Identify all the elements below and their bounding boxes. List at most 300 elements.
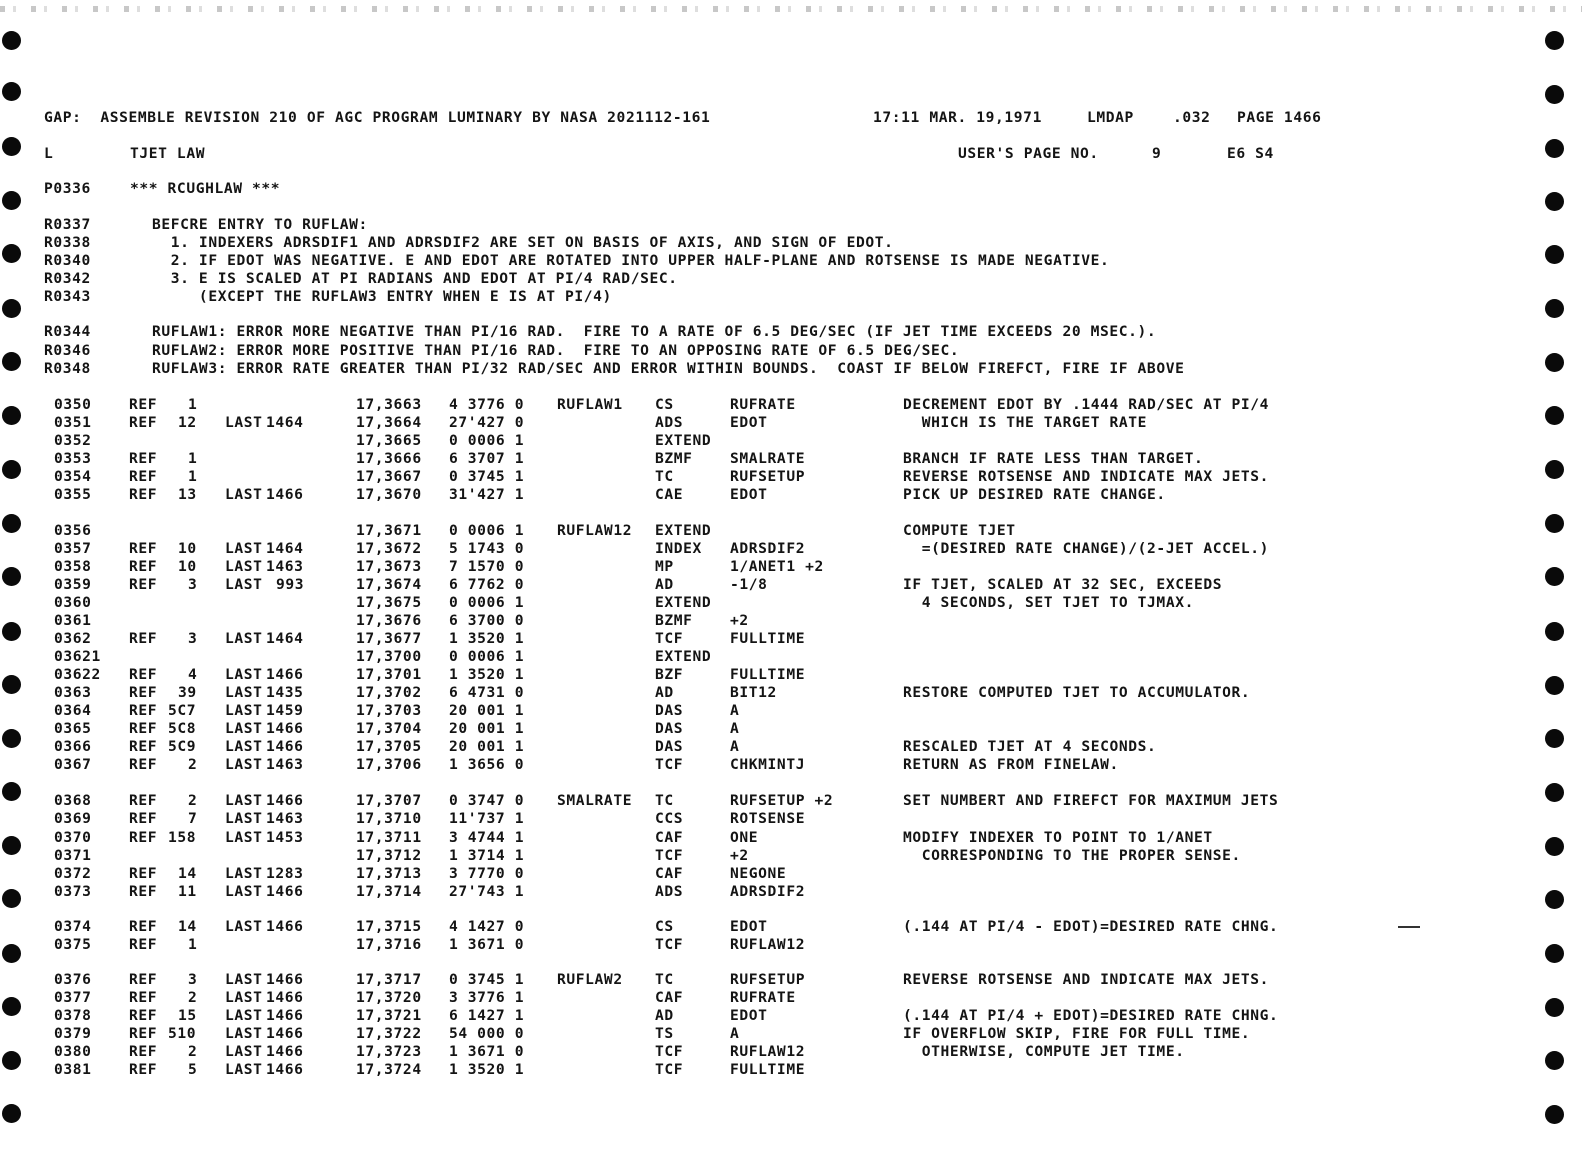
code-line <box>0 720 1540 738</box>
line-number: 0380 <box>54 1043 92 1060</box>
code-line <box>0 450 1540 468</box>
opcode: TCF <box>655 630 684 647</box>
code-line <box>0 630 1540 648</box>
last-label: LAST <box>225 1061 263 1078</box>
ref-number: 1 <box>188 450 198 467</box>
code-line <box>0 702 1540 720</box>
address: 17,3665 <box>356 432 422 449</box>
last-label: LAST <box>225 738 263 755</box>
remark-text: 3. E IS SCALED AT PI RADIANS AND EDOT AT PI/4 RAD/SEC. <box>152 270 678 287</box>
last-label: LAST <box>225 486 263 503</box>
address: 17,3706 <box>356 756 422 773</box>
line-number: 0370 <box>54 829 92 846</box>
address: 17,3723 <box>356 1043 422 1060</box>
octal-word: 1 3520 1 <box>449 666 525 683</box>
octal-word: 1 3671 0 <box>449 1043 525 1060</box>
opcode: ADS <box>655 414 684 431</box>
last-number: 1466 <box>266 486 304 503</box>
address: 17,3664 <box>356 414 422 431</box>
line-number: 0372 <box>54 865 92 882</box>
last-number: 1435 <box>266 684 304 701</box>
octal-word: 6 3707 1 <box>449 450 525 467</box>
header-section: TJET LAW <box>130 145 206 162</box>
ref-label: REF <box>129 396 158 413</box>
octal-word: 6 4731 0 <box>449 684 525 701</box>
code-line <box>0 648 1540 666</box>
opcode: DAS <box>655 738 684 755</box>
last-label: LAST <box>225 720 263 737</box>
last-number: 1466 <box>266 1025 304 1042</box>
opcode: CCS <box>655 810 684 827</box>
last-label: LAST <box>225 684 263 701</box>
ref-label: REF <box>129 720 158 737</box>
code-line <box>0 883 1540 901</box>
remark-num: R0340 <box>44 252 91 269</box>
punch-hole-right <box>1545 353 1564 372</box>
operand: ONE <box>730 829 759 846</box>
ref-label: REF <box>129 558 158 575</box>
opcode: TCF <box>655 936 684 953</box>
last-number: 1466 <box>266 1007 304 1024</box>
ref-number: 1 <box>188 936 198 953</box>
opcode: AD <box>655 684 674 701</box>
opcode: AD <box>655 1007 674 1024</box>
code-line <box>0 414 1540 432</box>
ref-number: 7 <box>188 810 198 827</box>
opcode: EXTEND <box>655 594 712 611</box>
opcode: BZMF <box>655 450 693 467</box>
ref-label: REF <box>129 971 158 988</box>
octal-word: 31'427 1 <box>449 486 525 503</box>
line-number: 0367 <box>54 756 92 773</box>
octal-word: 6 3700 0 <box>449 612 525 629</box>
comment: REVERSE ROTSENSE AND INDICATE MAX JETS. <box>903 468 1270 485</box>
ref-label: REF <box>129 414 158 431</box>
line-number: 0369 <box>54 810 92 827</box>
symbol-label: RUFLAW12 <box>557 522 633 539</box>
operand: RUFSETUP <box>730 468 806 485</box>
comment: DECREMENT EDOT BY .1444 RAD/SEC AT PI/4 <box>903 396 1270 413</box>
opcode: TC <box>655 971 674 988</box>
ref-number: 5C7 <box>168 702 197 719</box>
ref-label: REF <box>129 1061 158 1078</box>
line-number: 0353 <box>54 450 92 467</box>
ref-label: REF <box>129 666 158 683</box>
address: 17,3716 <box>356 936 422 953</box>
last-number: 1464 <box>266 630 304 647</box>
code-line <box>0 594 1540 612</box>
code-line <box>0 396 1540 414</box>
operand: EDOT <box>730 486 768 503</box>
header-code: E6 S4 <box>1227 145 1274 162</box>
line-number: 0359 <box>54 576 92 593</box>
line-number: 0355 <box>54 486 92 503</box>
address: 17,3703 <box>356 702 422 719</box>
octal-word: 27'743 1 <box>449 883 525 900</box>
last-number: 1466 <box>266 883 304 900</box>
code-line <box>0 1061 1540 1079</box>
operand: ADRSDIF2 <box>730 883 806 900</box>
ref-number: 12 <box>178 414 197 431</box>
ref-number: 3 <box>188 630 198 647</box>
ref-number: 14 <box>178 865 197 882</box>
punch-hole-left <box>2 191 21 210</box>
operand: A <box>730 738 740 755</box>
remark-text: 2. IF EDOT WAS NEGATIVE. E AND EDOT ARE ROTATED INTO UPPER HALF-PLANE AND ROTSENSE IS MADE NEGATIVE. <box>152 252 1110 269</box>
remark-num: R0343 <box>44 288 91 305</box>
punch-hole-right <box>1545 514 1564 533</box>
header-time: 17:11 MAR. 19,1971 <box>873 109 1042 126</box>
remark-num: R0348 <box>44 360 91 377</box>
ref-number: 510 <box>168 1025 197 1042</box>
ref-number: 10 <box>178 558 197 575</box>
punch-hole-right <box>1545 460 1564 479</box>
code-line <box>0 1007 1540 1025</box>
remark-text: (EXCEPT THE RUFLAW3 ENTRY WHEN E IS AT PI/4) <box>152 288 612 305</box>
last-label: LAST <box>225 792 263 809</box>
line-number: 0363 <box>54 684 92 701</box>
last-number: 1283 <box>266 865 304 882</box>
operand: RUFRATE <box>730 396 796 413</box>
ref-label: REF <box>129 468 158 485</box>
opcode: DAS <box>655 702 684 719</box>
code-line <box>0 847 1540 865</box>
operand: RUFSETUP +2 <box>730 792 834 809</box>
comment: (.144 AT PI/4 + EDOT)=DESIRED RATE CHNG. <box>903 1007 1279 1024</box>
top-edge-noise <box>0 6 1582 12</box>
last-number: 1466 <box>266 738 304 755</box>
ref-label: REF <box>129 540 158 557</box>
address: 17,3673 <box>356 558 422 575</box>
code-line <box>0 865 1540 883</box>
code-line <box>0 432 1540 450</box>
code-line <box>0 971 1540 989</box>
punch-hole-right <box>1545 245 1564 264</box>
opcode: CAF <box>655 989 684 1006</box>
ref-label: REF <box>129 486 158 503</box>
operand: NEGONE <box>730 865 787 882</box>
opcode: CAF <box>655 865 684 882</box>
punch-hole-right <box>1545 406 1564 425</box>
opcode: CAF <box>655 829 684 846</box>
header-version: .032 <box>1173 109 1211 126</box>
line-number: 0374 <box>54 918 92 935</box>
comment: MODIFY INDEXER TO POINT TO 1/ANET <box>903 829 1213 846</box>
opcode: INDEX <box>655 540 702 557</box>
line-number: 0354 <box>54 468 92 485</box>
operand: FULLTIME <box>730 1061 806 1078</box>
line-number: 0375 <box>54 936 92 953</box>
comment: BRANCH IF RATE LESS THAN TARGET. <box>903 450 1204 467</box>
last-label: LAST <box>225 865 263 882</box>
opcode: CS <box>655 396 674 413</box>
remark-text: RUFLAW3: ERROR RATE GREATER THAN PI/32 RAD/SEC AND ERROR WITHIN BOUNDS. COAST IF BELOW FIREFCT, FIRE IF ABOVE <box>152 360 1185 377</box>
opcode: EXTEND <box>655 522 712 539</box>
symbol-label: RUFLAW2 <box>557 971 623 988</box>
comment: PICK UP DESIRED RATE CHANGE. <box>903 486 1166 503</box>
last-label: LAST <box>225 414 263 431</box>
last-number: 1466 <box>266 1043 304 1060</box>
last-number: 1453 <box>266 829 304 846</box>
remark-num: R0337 <box>44 216 91 233</box>
octal-word: 3 4744 1 <box>449 829 525 846</box>
header-user-page-num: 9 <box>1152 145 1162 162</box>
last-number: 1463 <box>266 558 304 575</box>
comment: RESTORE COMPUTED TJET TO ACCUMULATOR. <box>903 684 1251 701</box>
comment: CORRESPONDING TO THE PROPER SENSE. <box>903 847 1241 864</box>
comment: REVERSE ROTSENSE AND INDICATE MAX JETS. <box>903 971 1270 988</box>
line-number: 0379 <box>54 1025 92 1042</box>
operand: RUFLAW12 <box>730 936 806 953</box>
last-label: LAST <box>225 918 263 935</box>
line-number: 0350 <box>54 396 92 413</box>
octal-word: 1 3520 1 <box>449 1061 525 1078</box>
address: 17,3675 <box>356 594 422 611</box>
ref-label: REF <box>129 792 158 809</box>
remark-num: R0344 <box>44 323 91 340</box>
symbol-label: RUFLAW1 <box>557 396 623 413</box>
octal-word: 27'427 0 <box>449 414 525 431</box>
line-number: 0371 <box>54 847 92 864</box>
opcode: MP <box>655 558 674 575</box>
last-label: LAST <box>225 1007 263 1024</box>
octal-word: 1 3671 0 <box>449 936 525 953</box>
margin-mark <box>1398 926 1420 928</box>
last-number: 1466 <box>266 1061 304 1078</box>
header-title: GAP: ASSEMBLE REVISION 210 OF AGC PROGRAM LUMINARY BY NASA 2021112-161 <box>44 109 711 126</box>
line-number: 0378 <box>54 1007 92 1024</box>
header-module: LMDAP <box>1087 109 1134 126</box>
ref-number: 158 <box>168 829 197 846</box>
ref-number: 2 <box>188 792 198 809</box>
ref-label: REF <box>129 702 158 719</box>
ref-number: 14 <box>178 918 197 935</box>
punch-hole-right <box>1545 31 1564 50</box>
operand: ROTSENSE <box>730 810 806 827</box>
remark-num: R0346 <box>44 342 91 359</box>
opcode: TCF <box>655 756 684 773</box>
last-label: LAST <box>225 702 263 719</box>
address: 17,3667 <box>356 468 422 485</box>
opcode: CAE <box>655 486 684 503</box>
last-number: 1464 <box>266 540 304 557</box>
octal-word: 0 0006 1 <box>449 432 525 449</box>
punch-hole-right <box>1545 139 1564 158</box>
line-number: 0366 <box>54 738 92 755</box>
last-label: LAST <box>225 971 263 988</box>
last-label: LAST <box>225 756 263 773</box>
code-line <box>0 738 1540 756</box>
comment: OTHERWISE, COMPUTE JET TIME. <box>903 1043 1185 1060</box>
remark-text: RUFLAW2: ERROR MORE POSITIVE THAN PI/16 RAD. FIRE TO AN OPPOSING RATE OF 6.5 DEG/SEC. <box>152 342 960 359</box>
line-number: 0360 <box>54 594 92 611</box>
octal-word: 0 0006 1 <box>449 648 525 665</box>
line-number: 0352 <box>54 432 92 449</box>
header-user-page: USER'S PAGE NO. <box>958 145 1099 162</box>
last-label: LAST <box>225 829 263 846</box>
last-label: LAST <box>225 540 263 557</box>
remark-text: BEFCRE ENTRY TO RUFLAW: <box>152 216 368 233</box>
code-line <box>0 666 1540 684</box>
line-number: 0356 <box>54 522 92 539</box>
code-line <box>0 558 1540 576</box>
line-number: 0361 <box>54 612 92 629</box>
last-number: 1466 <box>266 971 304 988</box>
punch-hole-right <box>1545 783 1564 802</box>
address: 17,3715 <box>356 918 422 935</box>
remark-text: RUFLAW1: ERROR MORE NEGATIVE THAN PI/16 RAD. FIRE TO A RATE OF 6.5 DEG/SEC (IF JET TIME EXCEEDS 20 MSEC.). <box>152 323 1157 340</box>
octal-word: 3 7770 0 <box>449 865 525 882</box>
punch-hole-right <box>1545 1105 1564 1124</box>
punch-hole-right <box>1545 192 1564 211</box>
ref-number: 3 <box>188 971 198 988</box>
comment: SET NUMBERT AND FIREFCT FOR MAXIMUM JETS <box>903 792 1279 809</box>
octal-word: 0 3747 0 <box>449 792 525 809</box>
last-number: 1466 <box>266 666 304 683</box>
octal-word: 6 7762 0 <box>449 576 525 593</box>
line-number: 03621 <box>54 648 101 665</box>
ref-number: 5 <box>188 1061 198 1078</box>
comment: COMPUTE TJET <box>903 522 1016 539</box>
punch-hole-left <box>2 137 21 156</box>
comment: RETURN AS FROM FINELAW. <box>903 756 1119 773</box>
opcode: DAS <box>655 720 684 737</box>
last-number: 1463 <box>266 756 304 773</box>
ref-label: REF <box>129 883 158 900</box>
operand: +2 <box>730 847 749 864</box>
octal-word: 20 001 1 <box>449 720 525 737</box>
line-number: 0368 <box>54 792 92 809</box>
code-line <box>0 756 1540 774</box>
address: 17,3672 <box>356 540 422 557</box>
operand: BIT12 <box>730 684 777 701</box>
address: 17,3721 <box>356 1007 422 1024</box>
operand: A <box>730 1025 740 1042</box>
last-label: LAST <box>225 576 263 593</box>
operand: RUFRATE <box>730 989 796 1006</box>
punch-hole-left <box>2 352 21 371</box>
punch-hole-right <box>1545 729 1564 748</box>
comment: RESCALED TJET AT 4 SECONDS. <box>903 738 1157 755</box>
line-number: 0364 <box>54 702 92 719</box>
punch-hole-right <box>1545 622 1564 641</box>
punch-hole-right <box>1545 567 1564 586</box>
opcode: BZMF <box>655 612 693 629</box>
ref-number: 2 <box>188 1043 198 1060</box>
address: 17,3712 <box>356 847 422 864</box>
ref-label: REF <box>129 630 158 647</box>
ref-label: REF <box>129 738 158 755</box>
opcode: TC <box>655 792 674 809</box>
ref-label: REF <box>129 450 158 467</box>
address: 17,3707 <box>356 792 422 809</box>
address: 17,3710 <box>356 810 422 827</box>
ref-number: 39 <box>178 684 197 701</box>
ref-number: 5C8 <box>168 720 197 737</box>
operand: SMALRATE <box>730 450 806 467</box>
ref-label: REF <box>129 865 158 882</box>
comment: =(DESIRED RATE CHANGE)/(2-JET ACCEL.) <box>903 540 1270 557</box>
code-line <box>0 540 1540 558</box>
ref-number: 2 <box>188 989 198 1006</box>
address: 17,3670 <box>356 486 422 503</box>
punch-hole-left <box>2 299 21 318</box>
code-line <box>0 576 1540 594</box>
last-label: LAST <box>225 989 263 1006</box>
opcode: BZF <box>655 666 684 683</box>
line-number: 03622 <box>54 666 101 683</box>
operand: RUFLAW12 <box>730 1043 806 1060</box>
last-label: LAST <box>225 1025 263 1042</box>
operand: A <box>730 702 740 719</box>
ref-number: 1 <box>188 396 198 413</box>
last-label: LAST <box>225 666 263 683</box>
remark-text: 1. INDEXERS ADRSDIF1 AND ADRSDIF2 ARE SET ON BASIS OF AXIS, AND SIGN OF EDOT. <box>152 234 894 251</box>
address: 17,3702 <box>356 684 422 701</box>
ref-label: REF <box>129 829 158 846</box>
octal-word: 54 000 0 <box>449 1025 525 1042</box>
punch-hole-right <box>1545 944 1564 963</box>
octal-word: 0 3745 1 <box>449 971 525 988</box>
address: 17,3676 <box>356 612 422 629</box>
punch-hole-left <box>2 1104 21 1123</box>
address: 17,3671 <box>356 522 422 539</box>
line-number: 0351 <box>54 414 92 431</box>
punch-hole-right <box>1545 85 1564 104</box>
comment: 4 SECONDS, SET TJET TO TJMAX. <box>903 594 1194 611</box>
code-line <box>0 684 1540 702</box>
octal-word: 1 3656 0 <box>449 756 525 773</box>
code-line <box>0 936 1540 954</box>
address: 17,3713 <box>356 865 422 882</box>
last-number: 1466 <box>266 792 304 809</box>
line-number: 0357 <box>54 540 92 557</box>
octal-word: 6 1427 1 <box>449 1007 525 1024</box>
address: 17,3663 <box>356 396 422 413</box>
ref-label: REF <box>129 936 158 953</box>
code-line <box>0 1043 1540 1061</box>
opcode: TCF <box>655 1043 684 1060</box>
octal-word: 1 3520 1 <box>449 630 525 647</box>
last-label: LAST <box>225 883 263 900</box>
last-number: 1463 <box>266 810 304 827</box>
code-line <box>0 989 1540 1007</box>
remark-num: R0338 <box>44 234 91 251</box>
code-line <box>0 829 1540 847</box>
operand: A <box>730 720 740 737</box>
address: 17,3714 <box>356 883 422 900</box>
ref-number: 10 <box>178 540 197 557</box>
address: 17,3674 <box>356 576 422 593</box>
line-number: 0381 <box>54 1061 92 1078</box>
octal-word: 20 001 1 <box>449 702 525 719</box>
code-line <box>0 486 1540 504</box>
punch-hole-right <box>1545 998 1564 1017</box>
comment: IF OVERFLOW SKIP, FIRE FOR FULL TIME. <box>903 1025 1251 1042</box>
octal-word: 3 3776 1 <box>449 989 525 1006</box>
address: 17,3704 <box>356 720 422 737</box>
ref-label: REF <box>129 918 158 935</box>
octal-word: 7 1570 0 <box>449 558 525 575</box>
address: 17,3720 <box>356 989 422 1006</box>
operand: EDOT <box>730 918 768 935</box>
line-number: 0376 <box>54 971 92 988</box>
operand: EDOT <box>730 414 768 431</box>
last-number: 1466 <box>266 720 304 737</box>
last-number: 1464 <box>266 414 304 431</box>
octal-word: 5 1743 0 <box>449 540 525 557</box>
ref-label: REF <box>129 756 158 773</box>
